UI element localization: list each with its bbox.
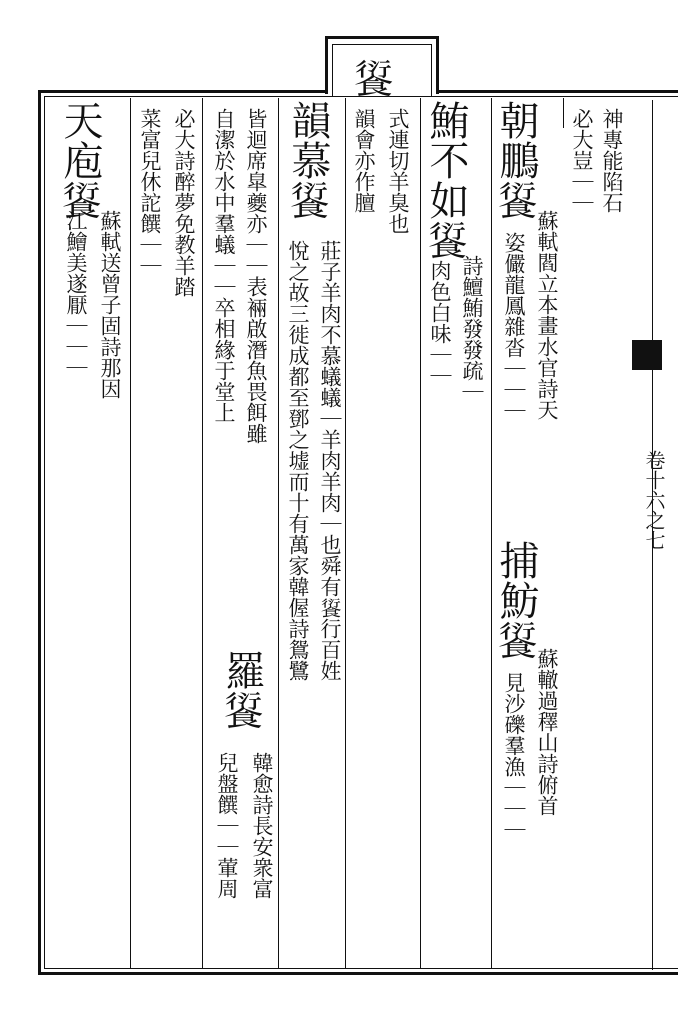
entry-heading: 捕魴𩜾 [493, 540, 539, 660]
entry-text: 韓愈詩長安衆富 [250, 752, 274, 899]
entry-text: 蘇軾送曾子固詩那因 [98, 210, 122, 399]
column-rule [202, 98, 203, 968]
column-rule [563, 98, 564, 128]
entry-heading: 鮪不如𩜾 [423, 100, 469, 260]
entry-text: 式連切羊臭也 [386, 108, 410, 234]
column-rule [491, 98, 492, 968]
column-rule [278, 98, 279, 968]
entry-heading: 羅𩜾 [219, 650, 265, 730]
text-column-1: 神專能陷石 [600, 108, 624, 213]
column-rule [420, 98, 421, 968]
entry-text: 悅之故三徙成都至鄧之墟而十有萬家韓偓詩鴛鷺 [286, 240, 310, 681]
entry-text: 韻會亦作膻 [352, 108, 376, 213]
entry-heading: 朝鵬𩜾 [493, 100, 539, 220]
entry-text: 蘇軾閻立本畫水官詩天 [535, 210, 559, 420]
header-entry-heading: 𩜾 [349, 58, 395, 98]
entry-text: 江鱠美遂厭｜｜｜ [64, 210, 88, 378]
entry-text: 菜富兒休詑饌｜｜ [138, 108, 162, 276]
entry-text: 詩鱣鮪發發疏｜ [460, 255, 484, 402]
entry-text: 兒盤饌｜｜葷周 [215, 752, 239, 899]
entry-text: 肉色白味｜｜ [428, 260, 452, 386]
column-rule [130, 98, 131, 968]
entry-text: 莊子羊肉不慕蟻蟻｜羊肉羊肉｜也舜有𩜾行百姓 [318, 240, 342, 681]
column-rule [345, 98, 346, 968]
entry-heading: 天庖𩜾 [57, 100, 103, 220]
entry-text: 蘇轍過䆁山詩俯首 [535, 648, 559, 816]
entry-text: 皆迴席皐夔亦｜｜表裲啟潛魚畏餌雖 [244, 108, 268, 444]
entry-text: 自潔於水中羣蟻｜｜卒相緣于堂上 [212, 108, 236, 423]
entry-text: 見沙礫羣漁｜｜｜ [502, 672, 526, 840]
margin-label: 卷十六之七 [642, 450, 666, 550]
entry-heading: 韻慕𩜾 [285, 100, 331, 220]
entry-text: 姿儼龍鳳雜沓｜｜｜ [502, 232, 526, 421]
fishtail-mark [632, 340, 662, 370]
text-column-2: 必大豈｜｜ [570, 108, 594, 213]
entry-text: 必大詩醉夢免教羊踏 [172, 108, 196, 297]
